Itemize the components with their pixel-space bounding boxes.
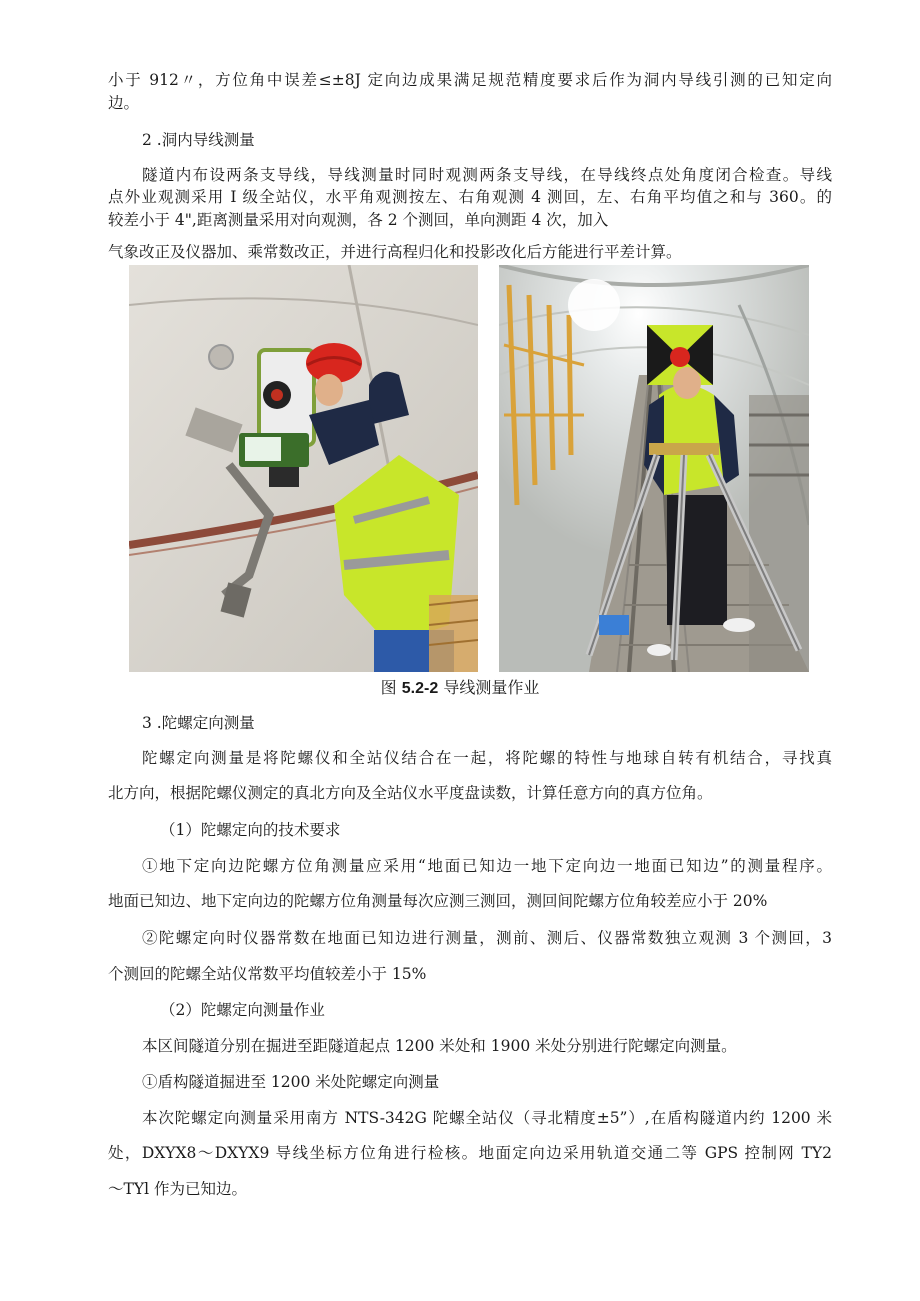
caption-prefix: 图 — [380, 678, 397, 697]
paragraph-line: ②陀螺定向时仪器常数在地面已知边进行测量，测前、测后、仪器常数独立观测 3 个测回，3 — [142, 929, 832, 947]
paragraph-line: ～TYl 作为已知边。 — [108, 1180, 247, 1198]
paragraph-line: 本区间隧道分别在掘进至距隧道起点 1200 米处和 1900 米处分别进行陀螺定向测量。 — [142, 1037, 737, 1055]
paragraph-line: 处，DXYX8～DXYX9 导线坐标方位角进行检核。地面定向边采用轨道交通二等 GPS 控制网 TY2 — [108, 1144, 832, 1162]
section-heading: 3 .陀螺定向测量 — [142, 714, 255, 732]
photo-prism-tripod-tunnel — [499, 265, 809, 672]
paragraph-line: 北方向，根据陀螺仪测定的真北方向及全站仪水平度盘读数，计算任意方向的真方位角。 — [108, 784, 713, 802]
paragraph-line: ①盾构隧道掘进至 1200 米处陀螺定向测量 — [142, 1073, 440, 1091]
paragraph-line: 较差小于 4",距离测量采用对向观测，各 2 个测回，单向测距 4 次，加入 — [108, 211, 609, 229]
subsection-heading: （2）陀螺定向测量作业 — [160, 1001, 325, 1019]
paragraph-line: 个测回的陀螺全站仪常数平均值较差小于 15% — [108, 965, 427, 983]
paragraph-line: ①地下定向边陀螺方位角测量应采用“地面已知边一地下定向边一地面已知边”的测量程序。 — [142, 857, 832, 875]
paragraph-line: 点外业观测采用 I 级全站仪，水平角观测按左、右角观测 4 测回，左、右角平均值之和与 360。的 — [108, 188, 832, 206]
paragraph-line: 气象改正及仪器加、乘常数改正，并进行高程归化和投影改化后方能进行平差计算。 — [108, 243, 682, 261]
paragraph-line: 本次陀螺定向测量采用南方 NTS-342G 陀螺全站仪（寻北精度±5”）,在盾构隧道内约 1200 米 — [142, 1109, 832, 1127]
subsection-heading: （1）陀螺定向的技术要求 — [160, 821, 341, 839]
paragraph-line: 陀螺定向测量是将陀螺仪和全站仪结合在一起，将陀螺的特性与地球自转有机结合，寻找真 — [142, 749, 832, 767]
caption-number: 5.2-2 — [401, 680, 439, 697]
section-heading: 2 .洞内导线测量 — [142, 131, 255, 149]
paragraph-line: 小于 912〃，方位角中误差≤±8J 定向边成果满足规范精度要求后作为洞内导线引测的已知定向 — [108, 71, 832, 89]
figure-caption — [0, 678, 920, 699]
photo-surveyor-total-station — [129, 265, 478, 672]
paragraph-line: 地面已知边、地下定向边的陀螺方位角测量每次应测三测回，测回间陀螺方位角较差应小于 20% — [108, 892, 768, 910]
paragraph-line: 隧道内布设两条支导线，导线测量时同时观测两条支导线，在导线终点处角度闭合检查。导线 — [142, 166, 832, 184]
paragraph-line: 边。 — [108, 94, 140, 112]
caption-title: 导线测量作业 — [443, 678, 540, 697]
